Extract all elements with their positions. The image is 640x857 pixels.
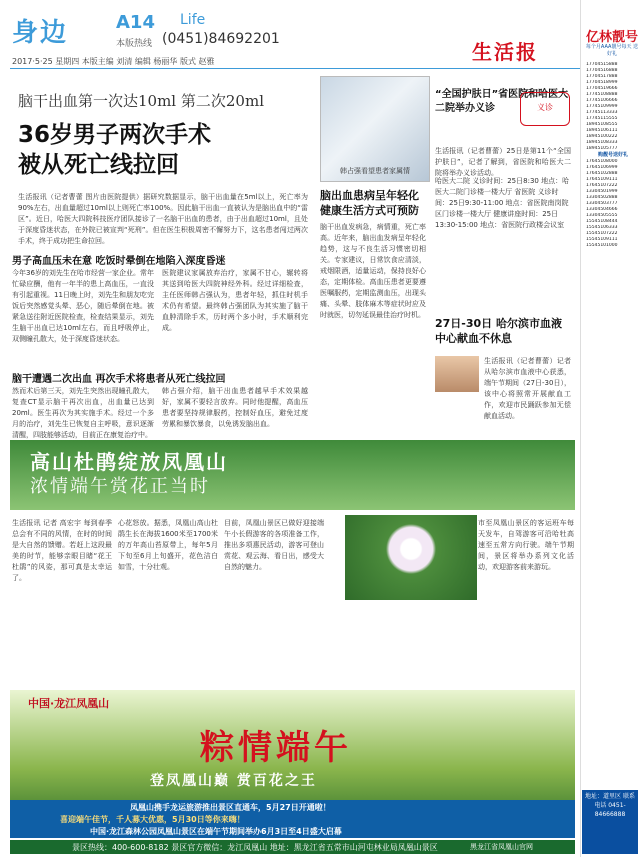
page-number: A14 <box>116 12 155 33</box>
newspaper-brand: 生活报 <box>472 40 538 64</box>
column-title: 亿林靓号 <box>585 30 638 45</box>
phone-number-item: 17704515888 <box>586 62 618 67</box>
phone-number-item: 13304502888 <box>586 195 618 200</box>
phone-number-item: 18945105777 <box>586 146 618 151</box>
donor-photo <box>435 356 479 392</box>
number-list <box>586 62 640 249</box>
blood-center-text: 生活报讯（记者曹蕾）记者从哈尔滨市血液中心获悉，端午节期间（27日-30日），该中心将照常开展献血工作，欢迎市民踊跃参加无偿献血活动。 <box>484 357 571 420</box>
phone-number-item: 17745109999 <box>586 104 618 109</box>
clinic-article-title: “全国护肤日”省医院和哈医大二院举办义诊 <box>435 89 569 114</box>
phone-number-item: 15545101000 <box>586 243 618 248</box>
section-title: 身边 <box>12 18 69 48</box>
article-headline-line2: 被从死亡线拉回 <box>18 152 179 178</box>
blood-center-title: 27日-30日 哈尔滨市血液中心献血不休息 <box>435 317 563 345</box>
phone-number-item: 17745106666 <box>586 98 618 103</box>
section-heading: 男子高血压未在意 吃饭时晕倒在地陷入深度昏迷 <box>12 256 226 267</box>
phone-number-item: 18945108555 <box>586 122 618 127</box>
article-subtitle: 脑干出血第一次达10ml 第二次20ml <box>18 92 264 110</box>
phone-number-item: 17645109111 <box>586 177 618 182</box>
ad-line: 喜迎端午佳节，千人募大优惠，5月30日等你来嗨！ <box>60 815 245 824</box>
phone-number-item: 17745113333 <box>586 110 618 115</box>
ad-contact: 景区热线：400-600-8182 景区官方微信：龙江凤凰山 地址：黑龙江省五常市山河屯林业局凤凰山景区 <box>72 843 438 852</box>
article-paragraph: 韩占强介绍，脑干出血患者越早手术效果越好，家属不要轻言放弃。同时他提醒，高血压患者要坚持规律服药，控制好血压，避免过度劳累和暴饮暴食，以免诱发脑出血。 <box>162 387 308 428</box>
article-headline: 36岁男子两次手术 <box>18 122 212 148</box>
phone-number-item: 13304503777 <box>586 201 618 206</box>
phone-number-item: 17645102888 <box>586 171 618 176</box>
phone-number-item: 13304505555 <box>586 213 618 218</box>
scenery-headline: 高山杜鹃绽放凤凰山 <box>30 450 228 474</box>
phone-number-item: 17745108888 <box>586 92 618 97</box>
phone-number-item: 18945108333 <box>586 140 618 145</box>
phone-number-item: 17645106999 <box>586 165 618 170</box>
phone-number-item: 15545109111 <box>586 237 618 242</box>
phone-number-item: 17704517888 <box>586 74 618 79</box>
dateline: 2017·5·25 星期四 本版主编 刘清 编辑 杨丽华 版式 赵雅 <box>12 57 215 66</box>
phone-number-item: 17704518999 <box>586 80 618 85</box>
column-footer-text: 地址：道里区 联系电话 0451-84666888 <box>585 793 635 818</box>
phone-number-item: 17704516888 <box>586 68 618 73</box>
article-column: 市至凤凰山景区的客运班车每天发车，自驾游客可沿哈牡高速至五常方向行驶。端午节期间，景区将举办系列文化活动，欢迎游客前来游玩。 <box>478 519 574 571</box>
section-label: Life <box>180 12 206 28</box>
ad-brand: 中国·龙江凤凰山 <box>28 697 110 710</box>
azalea-photo <box>345 515 477 600</box>
phone-number-item: 13304504666 <box>586 207 618 212</box>
ad-line: 凤凰山携手龙运旅游推出景区直通车，5月27日开通啦！ <box>130 803 331 812</box>
column-subtitle: 每个月AAA靓号每天 送好礼 <box>585 44 639 57</box>
header-divider <box>10 68 580 69</box>
scenery-subheadline: 浓情端午赏花正当时 <box>30 476 210 497</box>
phone-number-item: 18945100222 <box>586 134 618 139</box>
sidebar-text: 脑干出血发病急，病情重，死亡率高。近年来，脑出血发病呈年轻化趋势，这与不良生活习惯密切相关。专家建议，日常饮食应清淡，戒烟限酒，适量运动，保持良好心态，定期体检。高血压患者更要遵医嘱服药，定期监测血压，出现头痛、头晕、肢体麻木等症状时应及时就医，切勿延误最佳治疗时机。 <box>320 223 426 319</box>
photo-caption: 韩占强看望患者家属情 <box>340 167 410 175</box>
article-column: 生活报讯 记者 高宏宇 每到春季总会有不同的风情，在时的时间是大自然的馈赠。若赶上这段最美的时节，能够亲眼目睹“花王杜鹃”的风姿，那可真是太幸运了。 <box>12 519 112 582</box>
ad-line: 中国·龙江森林公园凤凰山景区在端午节期间举办6月3日至4日盛大启幕 <box>90 827 342 836</box>
article-paragraph: 今年36岁的刘先生在哈市经营一家企业。常年忙碌应酬，他有一年半的患上高血压，一直没有引起重视。11日晚上时，刘先生和朋友吃完饭后突然感觉头晕、恶心，随后晕倒在地。被紧急送往附近医院检查，检查结果显示，刘先生脑干出血已达10ml左右，而且呼吸停止，双侧瞳孔散大，处于深度昏迷状态。 <box>12 269 154 343</box>
hotline-number: (0451)84692201 <box>162 31 280 47</box>
number-list-heading: 购靓号送好礼 <box>597 152 628 158</box>
hotline-label: 本版热线 <box>116 39 153 49</box>
clinic-article-text: 生活报讯（记者曹蕾）25日是第11个“全国护肤日”，记者了解到，省医院和哈医大二院将举办义诊活动。 <box>435 147 571 177</box>
ad-website: 黑龙江省凤凰山官网 <box>470 843 533 851</box>
article-paragraph: 医院建议家属放弃治疗，家属不甘心，辗转将其送到哈医大四院神经外科。经过详细检查，主任医师韩占强认为，患者年轻，抓住时机手术仍有希望。最终韩占强团队为其实施了脑干血肿清除手术，历时两个多小时，手术顺利完成。 <box>162 269 308 332</box>
article-column: 心花怒放。据悉，凤凰山高山杜鹃生长在海拔1600米至1700米的万年高山苔原带上，每年5月下旬至6月上旬盛开，花色洁白如雪，十分壮观。 <box>118 519 218 571</box>
free-clinic-logo: 义诊 <box>520 92 570 126</box>
phone-number-item: 17645107222 <box>586 183 618 188</box>
phone-number-item: 15545107222 <box>586 231 618 236</box>
phone-number-item: 18945106111 <box>586 128 618 133</box>
article-column: 目前，凤凰山景区已做好迎接端午小长假游客的各项准备工作，推出多项惠民活动，游客可登山赏花、观云海、看日出，感受大自然的魅力。 <box>224 519 324 571</box>
phone-number-item: 15545108444 <box>586 219 618 224</box>
phone-number-item: 17704519666 <box>586 86 618 91</box>
phone-number-item: 13304501999 <box>586 189 618 194</box>
phone-number-item: 17745115555 <box>586 116 618 121</box>
section-heading: 脑干遭遇二次出血 再次手术将患者从死亡线拉回 <box>12 374 226 385</box>
ad-headline: 粽情端午 <box>200 728 352 768</box>
article-paragraph: 然而术后第三天，刘先生突然出现瞳孔散大，复查CT显示脑干再次出血，出血量已达到20ml。医生再次为其实施手术。经过一个多月的治疗，刘先生已恢复自主呼吸，意识逐渐清醒，四肢能够活动，目前正在康复治疗中。 <box>12 387 154 439</box>
sidebar-heading: 脑出血患病呈年轻化 健康生活方式可预防 <box>320 189 419 217</box>
phone-number-item: 17645108000 <box>586 159 618 164</box>
phone-number-item: 15545106333 <box>586 225 618 230</box>
clinic-schedule: 哈医大二院 义诊时间：25日8:30 地点：哈医大二院门诊楼一楼大厅 省医院 义诊时间：25日9:30-11:00 地点：省医院南岗院区门诊楼一楼大厅 健康讲座时间：25日13:30-15:00 地点：省医院行政楼会议室 <box>435 177 570 229</box>
article-intro: 生活报讯（记者曹蕾 图片由医院提供）据研究数据显示，脑干出血量在5ml以上，死亡率为90%左右，出血量超过10ml以上则死亡率100%。因此脑干出血一直被认为是脑出血中的“雷区”。近日，哈医大四院科技医疗团队接诊了一名脑干出血的患者，由于出血超过10ml，且处于深度昏迷状态，在外院已被宣判“死刑”。但在医生积极周密不懈努力下，这名患者闯过两次手术，终于成功把生命拉回。 <box>18 193 308 245</box>
ad-slogan: 登凤凰山巅 赏百花之王 <box>150 773 317 789</box>
